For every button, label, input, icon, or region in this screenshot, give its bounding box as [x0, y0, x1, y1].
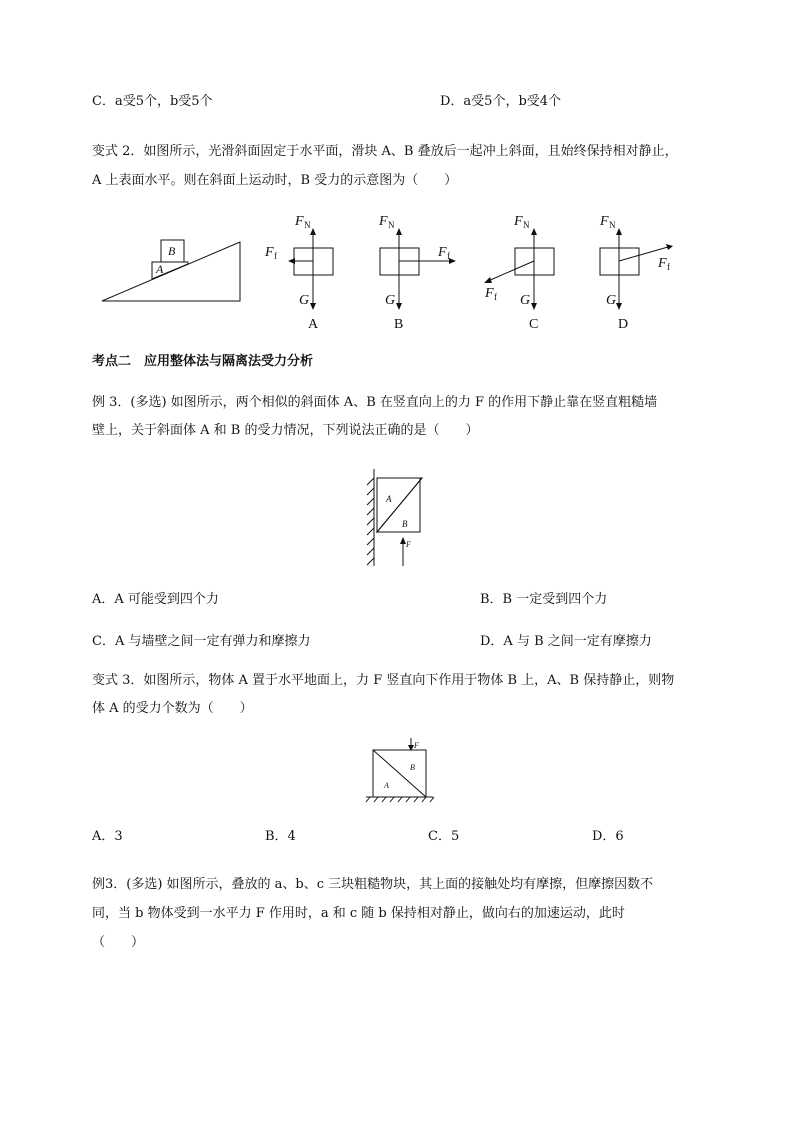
variant2-text-line1: 变式 2．如图所示，光滑斜面固定于水平面，滑块 A、B 叠放后一起冲上斜面，且始终保持相对静止， [92, 144, 678, 159]
diagram-b-g: G [385, 293, 396, 308]
example3-text-line2: 壁上，关于斜面体 A 和 B 的受力情况，下列说法正确的是（ ） [92, 423, 479, 438]
example3-option-a: A．A 可能受到四个力 [92, 592, 219, 607]
prev-option-c: C．a受5个，b受5个 [92, 94, 213, 109]
variant2-text-line2: A 上表面水平。则在斜面上运动时，B 受力的示意图为（ ） [92, 173, 458, 188]
diagram-c-ff-sub: f [494, 292, 497, 302]
force-diagram-c [484, 214, 554, 332]
diagram-d-fn-sub: N [609, 220, 616, 230]
diagram-d-ff-sub: f [667, 262, 670, 272]
force-diagram-d [599, 214, 673, 332]
diagram-a-ff-sub: f [274, 251, 277, 261]
ground-figure-label-b: B [410, 763, 415, 772]
force-diagram-a [264, 214, 333, 332]
diagram-c-ff: F [485, 286, 494, 301]
force-diagram-b [378, 214, 456, 332]
section-heading: 考点二 应用整体法与隔离法受力分析 [92, 354, 314, 369]
ground-figure-label-f: F [414, 741, 419, 750]
diagram-d-option-label: D [618, 317, 629, 332]
diagram-a-option-label: A [308, 317, 319, 332]
example3-option-b: B．B 一定受到四个力 [480, 592, 608, 607]
wall-figure-label-a: A [386, 494, 392, 504]
ground-wedge-figure [366, 738, 434, 802]
wall-figure-label-b: B [402, 519, 408, 529]
diagram-c-option-label: C [529, 317, 539, 332]
variant3-option-d: D．6 [592, 829, 624, 844]
diagram-c-g: G [520, 293, 531, 308]
diagram-a-fn: F [295, 214, 304, 229]
prev-option-d: D．a受5个，b受4个 [440, 94, 562, 109]
variant3-text-line2: 体 A 的受力个数为（ ） [92, 701, 253, 716]
diagram-b-fn: F [379, 214, 388, 229]
example3-text-line1: 例 3．(多选) 如图所示，两个相似的斜面体 A、B 在竖直向上的力 F 的作用下静止靠在竖直粗糙墙 [92, 395, 658, 410]
diagram-b-fn-sub: N [388, 220, 395, 230]
diagram-d-ff: F [658, 256, 667, 271]
example3b-text-line2: 同，当 b 物体受到一水平力 F 作用时，a 和 c 随 b 保持相对静止，做向右的加速运动，此时 [92, 906, 625, 921]
diagram-a-ff: F [265, 245, 274, 260]
diagram-b-ff-sub: f [447, 251, 450, 261]
diagram-c-fn-sub: N [523, 220, 530, 230]
block-b-label: B [168, 244, 176, 258]
variant3-text-line1: 变式 3．如图所示，物体 A 置于水平地面上，力 F 竖直向下作用于物体 B 上，A、B 保持静止，则物 [92, 673, 675, 688]
variant3-option-c: C．5 [428, 829, 460, 844]
wall-wedge-figure [367, 469, 422, 566]
variant3-option-b: B．4 [265, 829, 296, 844]
diagram-b-ff: F [438, 245, 447, 260]
example3-option-c: C．A 与墙壁之间一定有弹力和摩擦力 [92, 634, 311, 649]
ground-figure-label-a: A [384, 781, 389, 790]
diagram-a-fn-sub: N [304, 220, 311, 230]
diagram-b-option-label: B [394, 317, 404, 332]
diagram-a-g: G [299, 293, 310, 308]
diagram-d-fn: F [600, 214, 609, 229]
variant3-option-a: A．3 [92, 829, 123, 844]
example3b-text-line1: 例3．(多选) 如图所示，叠放的 a、b、c 三块粗糙物块，其上面的接触处均有摩擦，但摩擦因数不 [92, 877, 654, 892]
diagram-d-g: G [606, 293, 617, 308]
diagram-c-fn: F [514, 214, 523, 229]
wall-figure-label-f: F [406, 540, 411, 549]
example3b-text-line3: （ ） [92, 935, 145, 950]
block-a-label: A [156, 262, 164, 276]
example3-option-d: D．A 与 B 之间一定有摩擦力 [480, 634, 652, 649]
